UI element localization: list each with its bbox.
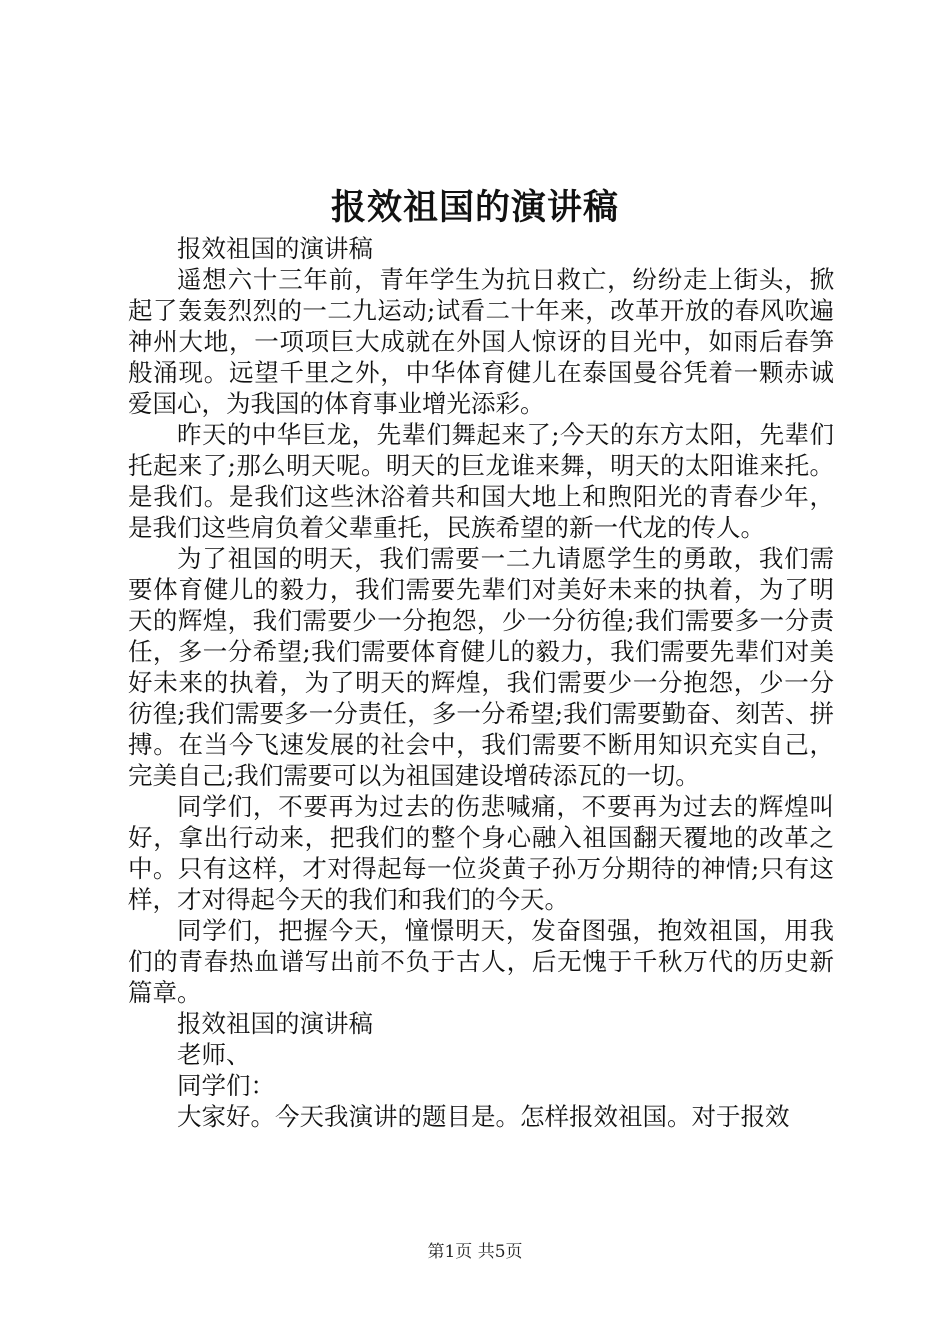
paragraph: 大家好。今天我演讲的题目是。怎样报效祖国。对于报效 bbox=[177, 1102, 790, 1131]
page-title: 报效祖国的演讲稿 bbox=[330, 187, 619, 228]
salutation-line: 同学们： bbox=[177, 1071, 275, 1100]
paragraph: 为了祖国的明天，我们需要一二九请愿学生的勇敢，我们需要体育健儿的毅力，我们需要先辈们对美好未来的执着，为了明天的辉煌，我们需要少一分抱怨，少一分彷徨;我们需要多一分责任，多一分希望;我们需要体育健儿的毅力，我们需要先辈们对美好未来的执着，为了明天的辉煌，我们需要少一分抱怨，少一分彷徨;我们需要多一分责任，多一分希望;我们需要勤奋、刻苦、拼搏。在当今飞速发展的社会中，我们需要不断用知识充实自己，完美自己;我们需要可以为祖国建设增砖添瓦的一切。 bbox=[128, 544, 834, 790]
paragraph: 昨天的中华巨龙，先辈们舞起来了;今天的东方太阳，先辈们托起来了;那么明天呢。明天的巨龙谁来舞，明天的太阳谁来托。是我们。是我们这些沐浴着共和国大地上和煦阳光的青春少年，是我们这些肩负着父辈重托，民族希望的新一代龙的传人。 bbox=[128, 420, 834, 542]
paragraph-subtitle: 报效祖国的演讲稿 bbox=[177, 234, 373, 263]
paragraph: 同学们，不要再为过去的伤悲喊痛，不要再为过去的辉煌叫好，拿出行动来，把我们的整个身心融入祖国翻天覆地的改革之中。只有这样，才对得起每一位炎黄子孙万分期待的神情;只有这样，才对得起今天的我们和我们的今天。 bbox=[128, 792, 834, 914]
document-body bbox=[128, 233, 834, 1132]
salutation-line: 老师、 bbox=[177, 1040, 251, 1069]
page-footer: 第1页 共5页 bbox=[427, 1242, 523, 1262]
paragraph: 遥想六十三年前，青年学生为抗日救亡，纷纷走上街头，掀起了轰轰烈烈的一二九运动;试看二十年来，改革开放的春风吹遍神州大地，一项项巨大成就在外国人惊讶的目光中，如雨后春笋般涌现。远望千里之外，中华体育健儿在泰国曼谷凭着一颗赤诚爱国心，为我国的体育事业增光添彩。 bbox=[128, 265, 834, 418]
paragraph: 同学们，把握今天，憧憬明天，发奋图强，抱效祖国，用我们的青春热血谱写出前不负于古人，后无愧于千秋万代的历史新篇章。 bbox=[128, 916, 834, 1007]
paragraph-subtitle: 报效祖国的演讲稿 bbox=[177, 1009, 373, 1038]
